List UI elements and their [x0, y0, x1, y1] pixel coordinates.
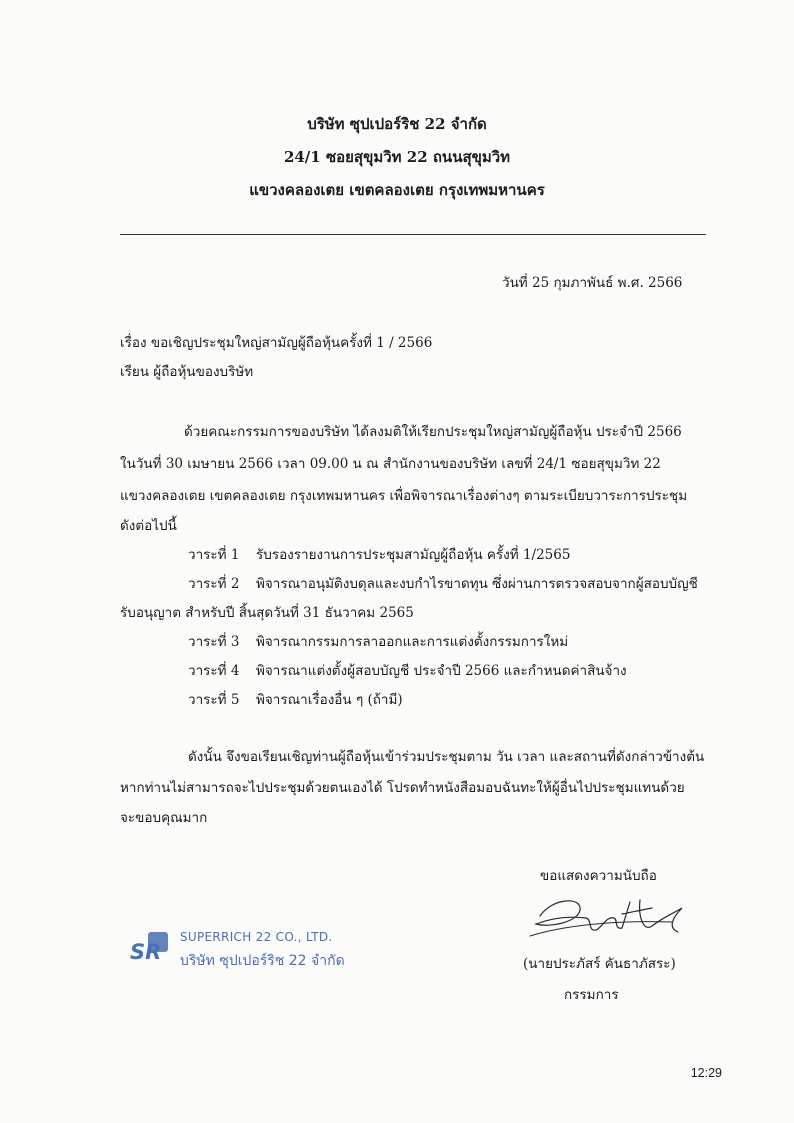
body-line-2: ในวันที่ 30 เมษายน 2566 เวลา 09.00 น ณ สำนักงานของบริษัท เลขที่ 24/1 ซอยสุขุมวิท 22	[120, 456, 661, 472]
agenda-label: วาระที่ 5	[188, 692, 240, 708]
signoff-regards: ขอแสดงความนับถือ	[540, 868, 657, 884]
page-number: 12:29	[690, 1066, 722, 1080]
closing-line-3: จะขอบคุณมาก	[120, 810, 208, 826]
agenda-label: วาระที่ 3	[188, 634, 240, 650]
header-divider	[120, 234, 706, 235]
closing-line-2: หากท่านไม่สามารถจะไปประชุมด้วยตนเองได้ โปรดทำหนังสือมอบฉันทะให้ผู้อื่นไปประชุมแทนด้วย	[120, 780, 685, 796]
agenda-item-text: รับรองรายงานการประชุมสามัญผู้ถือหุ้น ครั้งที่ 1/2565	[256, 547, 571, 563]
company-stamp-logo	[128, 928, 358, 978]
closing-line-1: ดังนั้น จึงขอเรียนเชิญท่านผู้ถือหุ้นเข้าร่วมประชุมตาม วัน เวลา และสถานที่ดังกล่าวข้างต้น	[188, 749, 705, 765]
signatory-title: กรรมการ	[564, 987, 619, 1003]
letter-recipient: เรียน ผู้ถือหุ้นของบริษัท	[120, 364, 254, 380]
agenda-item-continuation: รับอนุญาต สำหรับปี สิ้นสุดวันที่ 31 ธันวาคม 2565	[120, 605, 414, 621]
body-line-3: แขวงคลองเตย เขตคลองเตย กรุงเทพมหานคร เพื่อพิจารณาเรื่องต่างๆ ตามระเบียบวาระการประชุม	[120, 488, 688, 504]
sr-logo-icon: SR	[128, 932, 172, 972]
agenda-item-text: พิจารณาเรื่องอื่น ๆ (ถ้ามี)	[256, 692, 403, 708]
agenda-item-text: พิจารณาแต่งตั้งผู้สอบบัญชี ประจำปี 2566 และกำหนดค่าสินจ้าง	[256, 663, 627, 679]
company-name: บริษัท ซุปเปอร์ริช 22 จำกัด	[307, 115, 487, 133]
company-address-line2: แขวงคลองเตย เขตคลองเตย กรุงเทพมหานคร	[249, 181, 545, 199]
logo-thai-name: บริษัท ซุปเปอร์ริช 22 จำกัด	[180, 953, 345, 969]
letter-date: วันที่ 25 กุมภาพันธ์ พ.ศ. 2566	[502, 275, 683, 291]
agenda-label: วาระที่ 2	[188, 576, 240, 592]
body-line-1: ด้วยคณะกรรมการของบริษัท ได้ลงมติให้เรียกประชุมใหญ่สามัญผู้ถือหุ้น ประจำปี 2566	[184, 424, 682, 440]
company-address-line1: 24/1 ซอยสุขุมวิท 22 ถนนสุขุมวิท	[283, 148, 511, 166]
body-line-4: ดังต่อไปนี้	[120, 518, 177, 534]
letter-subject: เรื่อง ขอเชิญประชุมใหญ่สามัญผู้ถือหุ้นครั้งที่ 1 / 2566	[120, 335, 433, 351]
signatory-name: (นายประภัสร์ คันธาภัสระ)	[523, 956, 676, 972]
logo-english-name: SUPERRICH 22 CO., LTD.	[180, 930, 333, 944]
agenda-item-text: พิจารณาอนุมัติงบดุลและงบกำไรขาดทุน ซึ่งผ่านการตรวจสอบจากผู้สอบบัญชี	[256, 576, 698, 592]
agenda-label: วาระที่ 1	[188, 547, 240, 563]
agenda-label: วาระที่ 4	[188, 663, 240, 679]
signature-image	[522, 888, 702, 948]
agenda-item-text: พิจารณากรรมการลาออกและการแต่งตั้งกรรมการใหม่	[256, 634, 569, 650]
